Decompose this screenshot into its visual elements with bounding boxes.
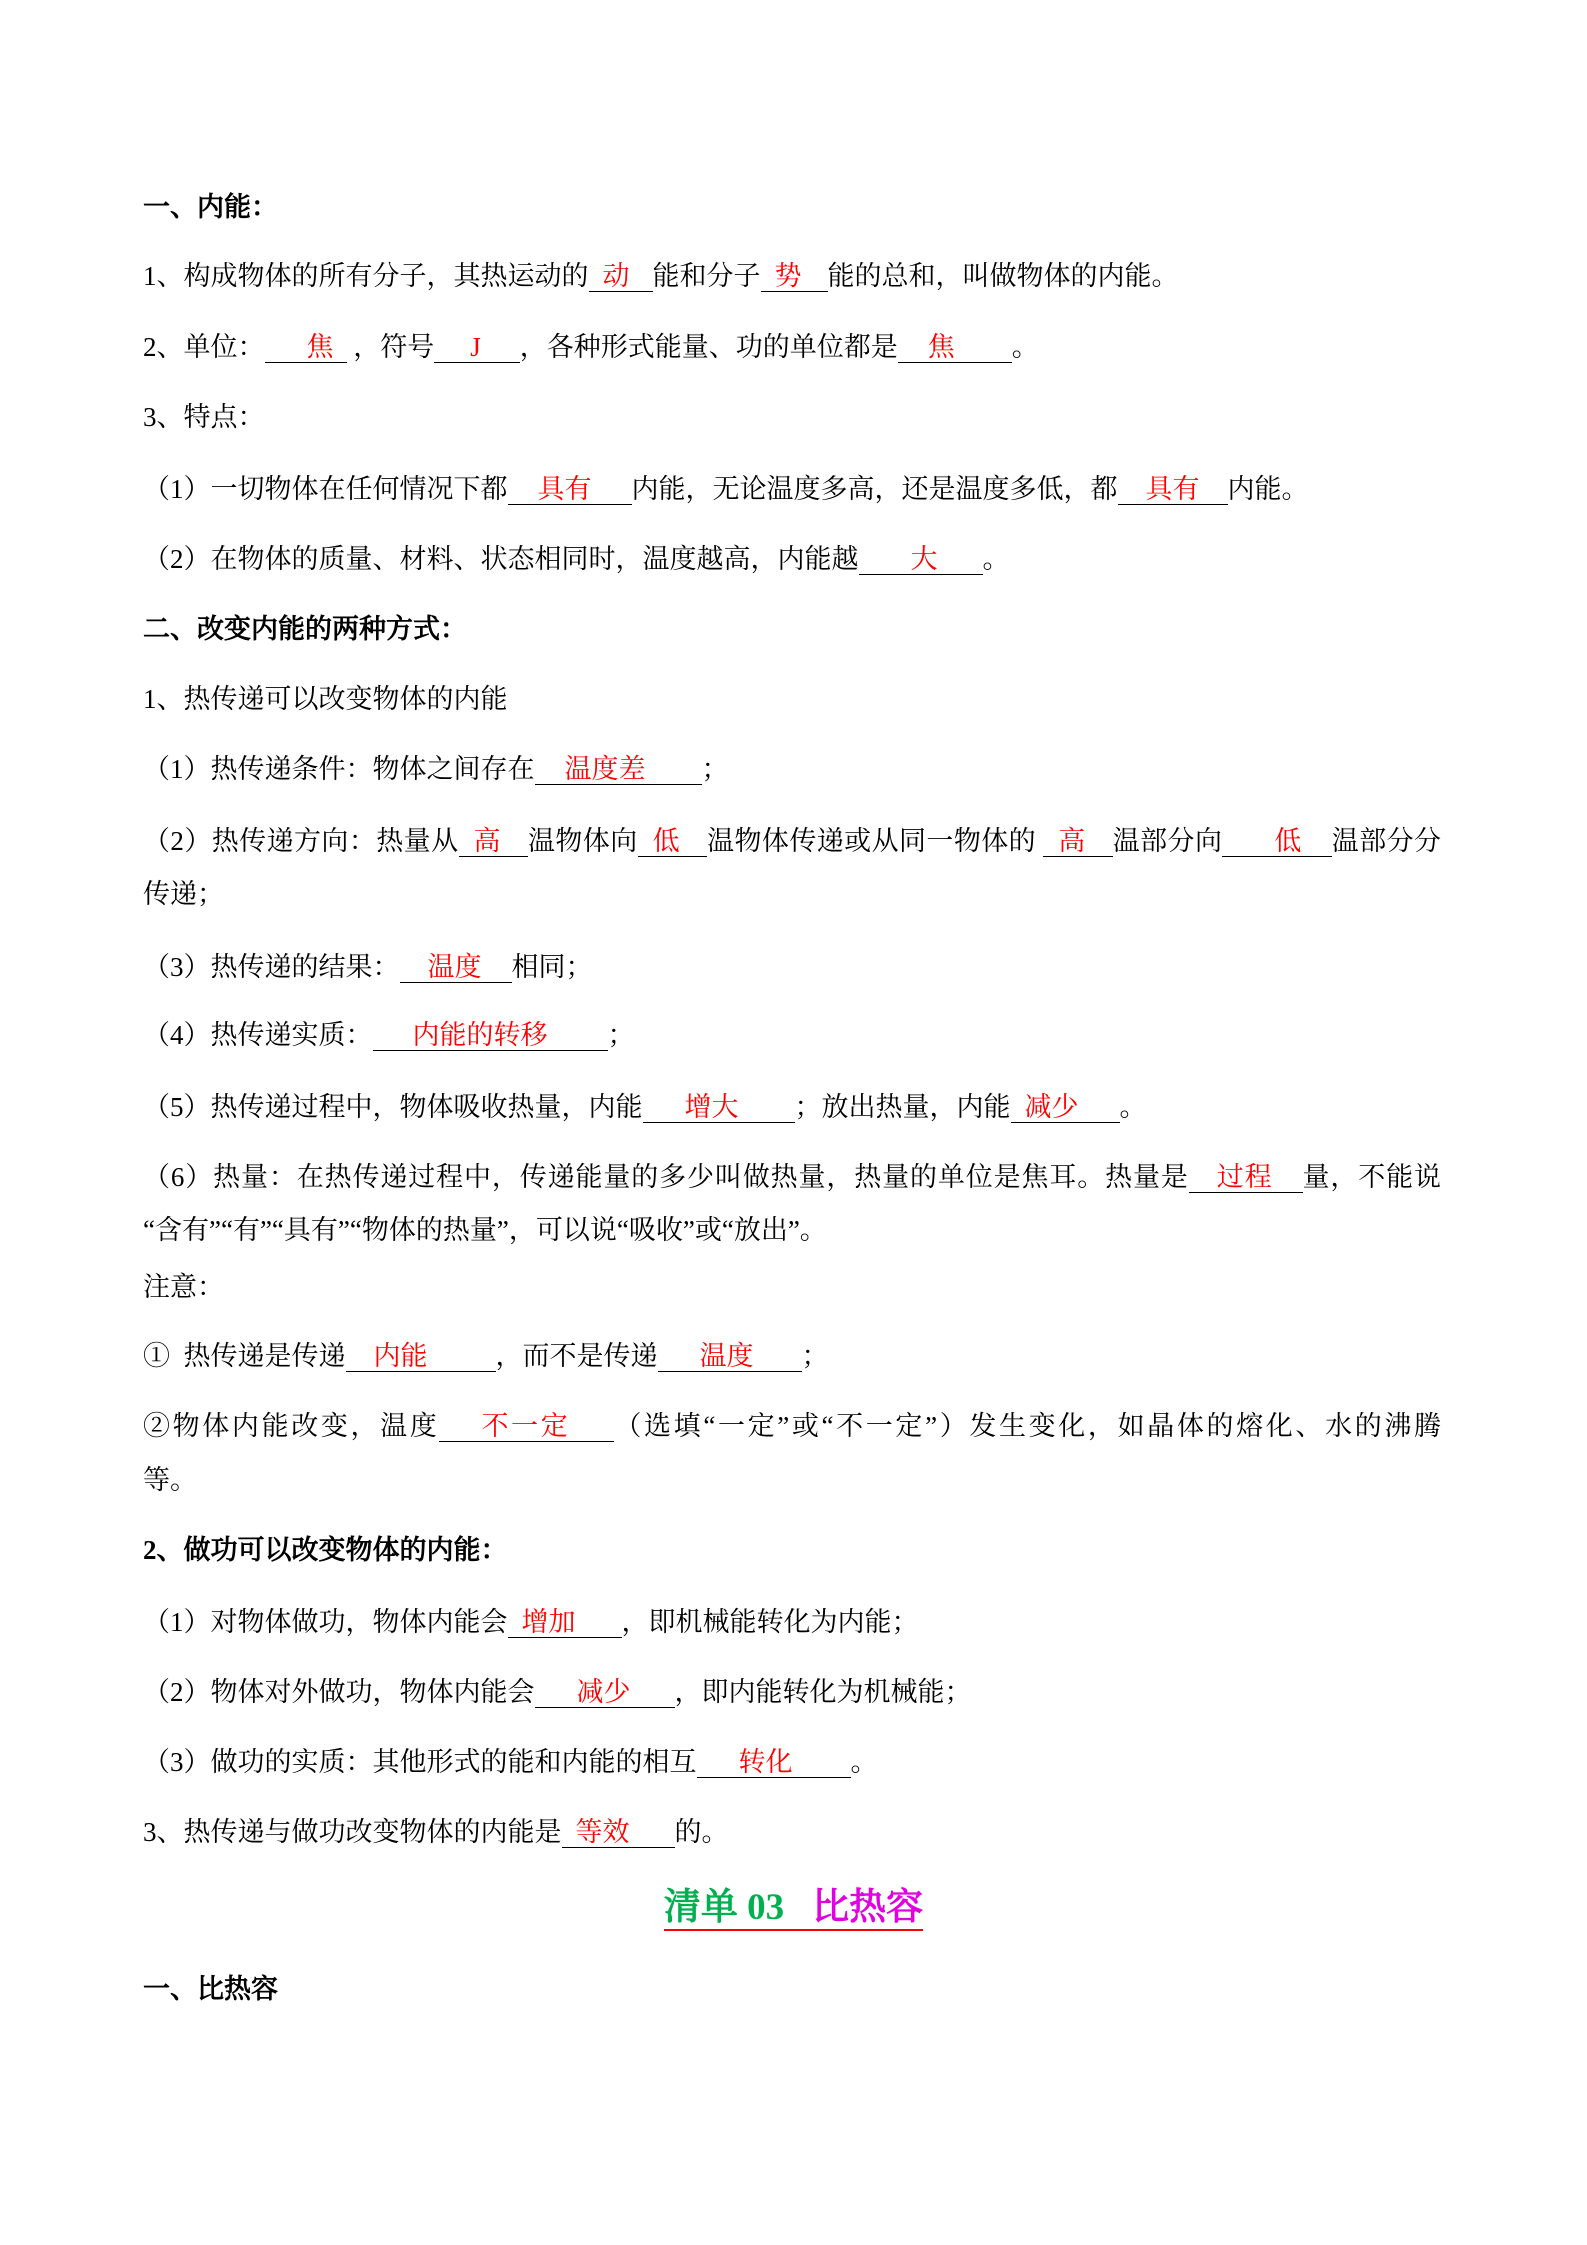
blank-answer: 高 xyxy=(1043,826,1112,857)
text: 内能，无论温度多高，还是温度多低，都 xyxy=(631,474,1118,504)
title-topic: 比热容 xyxy=(812,1887,924,1928)
text: （3）做功的实质：其他形式的能和内能的相互 xyxy=(143,1747,697,1777)
paragraph-unit xyxy=(143,329,1039,365)
section-heading-internal-energy: 一、内能： xyxy=(143,192,278,222)
text: ，即内能转化为机械能； xyxy=(674,1677,972,1707)
blank-answer: 势 xyxy=(761,261,828,292)
note-item-2 xyxy=(143,1408,1441,1444)
text: ，而不是传递 xyxy=(495,1341,658,1371)
paragraph-heat-quantity xyxy=(143,1159,1441,1195)
text: 温物体传递或从同一物体的 xyxy=(707,826,1044,856)
paragraph-transfer-result xyxy=(143,949,593,985)
paragraph-work-on-object xyxy=(143,1604,919,1640)
text: （6）热量：在热传递过程中，传递能量的多少叫做热量，热量的单位是焦耳。热量是 xyxy=(143,1162,1189,1192)
title-list-number: 清单 03 xyxy=(663,1887,785,1928)
blank-answer: 焦 xyxy=(898,332,1012,363)
text: （5）热传递过程中，物体吸收热量，内能 xyxy=(143,1092,643,1122)
paragraph-transfer-essence xyxy=(143,1017,635,1053)
list-title xyxy=(0,1885,1587,1931)
blank-answer: 具有 xyxy=(1118,474,1228,505)
text: 相同； xyxy=(511,952,593,982)
text: 。 xyxy=(850,1747,878,1777)
text: （2）在物体的质量、材料、状态相同时，温度越高，内能越 xyxy=(143,544,859,574)
text: （1）一切物体在任何情况下都 xyxy=(143,474,508,504)
note-item-2-cont: 等。 xyxy=(143,1465,197,1495)
blank-answer: 内能的转移 xyxy=(373,1020,608,1051)
text: 内能。 xyxy=(1227,474,1309,504)
paragraph-transfer-condition xyxy=(143,751,729,787)
text: 。 xyxy=(982,544,1010,574)
note-item-1 xyxy=(143,1338,829,1374)
title-underline xyxy=(664,1887,923,1931)
text: ① 热传递是传递 xyxy=(143,1341,346,1371)
blank-answer: 焦 xyxy=(265,332,347,363)
text: （2）物体对外做功，物体内能会 xyxy=(143,1677,535,1707)
text: ； xyxy=(701,754,729,784)
paragraph-transfer-process xyxy=(143,1089,1147,1125)
blank-answer: 等效 xyxy=(562,1817,675,1848)
text: （1）热传递条件：物体之间存在 xyxy=(143,754,535,784)
blank-answer: 内能 xyxy=(346,1341,496,1372)
paragraph-transfer-direction xyxy=(143,823,1441,859)
blank-answer: 大 xyxy=(859,544,983,575)
paragraph-feature-2 xyxy=(143,541,1010,577)
paragraph-transfer-direction-cont: 传递； xyxy=(143,879,224,909)
section-heading-work: 2、做功可以改变物体的内能： xyxy=(143,1535,508,1565)
blank-answer: 具有 xyxy=(508,474,632,505)
paragraph-heat-transfer: 1、热传递可以改变物体的内能 xyxy=(143,684,508,714)
section-heading-change-methods: 二、改变内能的两种方式： xyxy=(143,614,467,644)
blank-answer: 不一定 xyxy=(439,1411,614,1442)
text: ； xyxy=(607,1020,635,1050)
blank-answer: 低 xyxy=(638,826,707,857)
text: 2、单位： xyxy=(143,332,265,362)
paragraph-equivalence xyxy=(143,1814,729,1850)
text: 能的总和，叫做物体的内能。 xyxy=(827,261,1179,291)
text: ，即机械能转化为内能； xyxy=(621,1607,919,1637)
blank-answer: 增加 xyxy=(508,1607,622,1638)
text: （1）对物体做功，物体内能会 xyxy=(143,1607,508,1637)
text: （选填“一定”或“不一定”）发生变化，如晶体的熔化、水的沸腾 xyxy=(614,1411,1442,1441)
text: 。 xyxy=(1011,332,1039,362)
paragraph-feature-1 xyxy=(143,471,1309,507)
text: 3、热传递与做功改变物体的内能是 xyxy=(143,1817,562,1847)
text: ； xyxy=(801,1341,829,1371)
text: 1、构成物体的所有分子，其热运动的 xyxy=(143,261,589,291)
text: ，各种形式能量、功的单位都是 xyxy=(519,332,898,362)
text: 的。 xyxy=(674,1817,729,1847)
text: ；放出热量，内能 xyxy=(794,1092,1011,1122)
paragraph-definition xyxy=(143,258,1179,294)
paragraph-heat-quantity-cont: “含有”“有”“具有”“物体的热量”，可以说“吸收”或“放出”。 xyxy=(143,1215,827,1245)
text: 温物体向 xyxy=(527,826,638,856)
blank-answer: J xyxy=(434,332,520,363)
paragraph-features: 3、特点： xyxy=(143,402,265,432)
text: ②物体内能改变，温度 xyxy=(143,1411,440,1441)
text: （4）热传递实质： xyxy=(143,1020,373,1050)
paragraph-work-essence xyxy=(143,1744,878,1780)
text: 能和分子 xyxy=(652,261,761,291)
blank-answer: 低 xyxy=(1222,826,1331,857)
text: 。 xyxy=(1119,1092,1147,1122)
note-label: 注意： xyxy=(143,1272,224,1302)
text: 温部分分 xyxy=(1331,826,1442,856)
text: （3）热传递的结果： xyxy=(143,952,400,982)
blank-answer: 动 xyxy=(589,261,653,292)
blank-answer: 温度差 xyxy=(535,754,702,785)
section-heading-specific-heat: 一、比热容 xyxy=(143,1974,278,2004)
blank-answer: 减少 xyxy=(535,1677,675,1708)
text: 温部分向 xyxy=(1112,826,1223,856)
blank-answer: 过程 xyxy=(1189,1162,1303,1193)
blank-answer: 减少 xyxy=(1011,1092,1120,1123)
blank-answer: 温度 xyxy=(658,1341,802,1372)
text: 量，不能说 xyxy=(1302,1162,1441,1192)
blank-answer: 增大 xyxy=(643,1092,795,1123)
text: ，符号 xyxy=(346,332,435,362)
text: （2）热传递方向：热量从 xyxy=(143,826,459,856)
blank-answer: 高 xyxy=(459,826,528,857)
blank-answer: 转化 xyxy=(697,1747,851,1778)
paragraph-object-does-work xyxy=(143,1674,972,1710)
blank-answer: 温度 xyxy=(400,952,512,983)
